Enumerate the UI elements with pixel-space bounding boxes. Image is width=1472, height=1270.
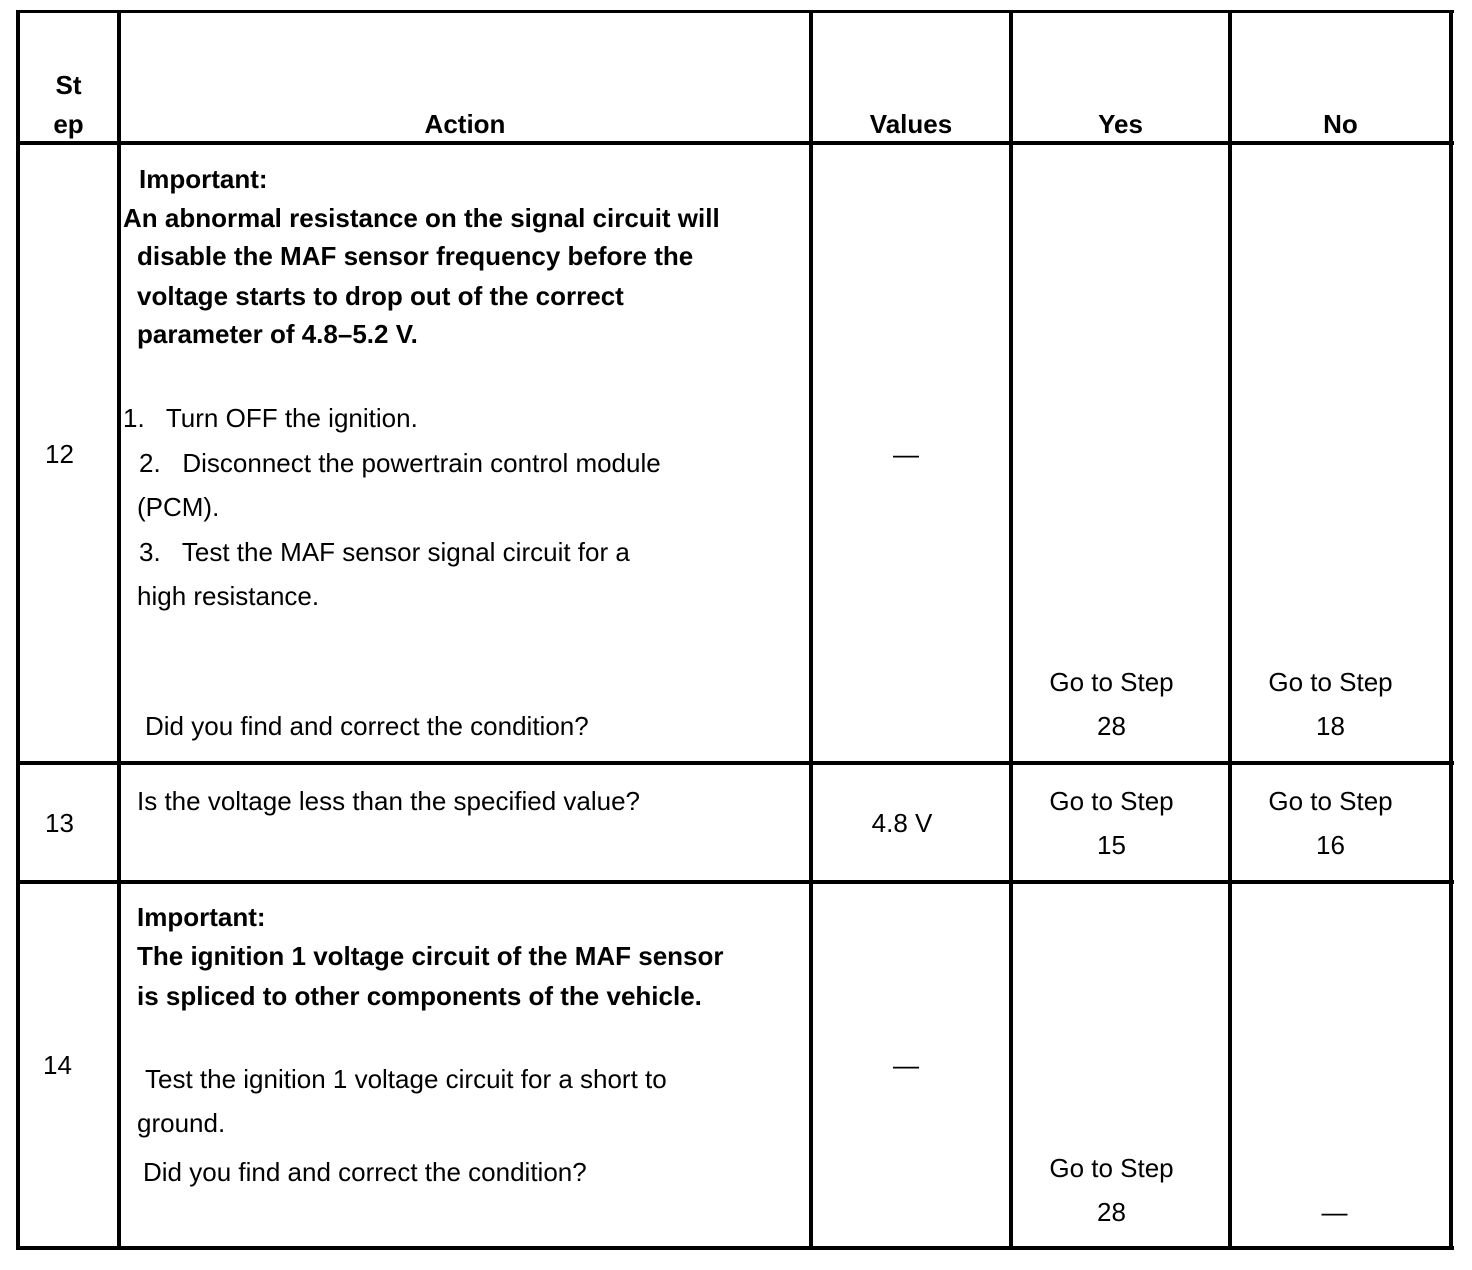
value-cell: — xyxy=(893,439,919,469)
procedure-step: Test the ignition 1 voltage circuit for a short to xyxy=(145,1064,667,1094)
header-yes: Yes xyxy=(1098,109,1143,139)
yes-goto-label: Go to Step xyxy=(1049,667,1174,697)
header-action: Action xyxy=(424,109,506,139)
column-divider-values xyxy=(1009,10,1013,1250)
question: Did you find and correct the condition? xyxy=(145,711,589,741)
important-label: Important: xyxy=(137,902,266,932)
column-divider-step xyxy=(117,10,121,1250)
procedure-step: (PCM). xyxy=(137,492,220,522)
no-goto-step: 16 xyxy=(1316,830,1345,860)
yes-goto-label: Go to Step xyxy=(1049,1153,1174,1183)
important-note-line: voltage starts to drop out of the correct xyxy=(137,281,624,311)
header-divider xyxy=(16,141,1454,145)
value-cell: 4.8 V xyxy=(871,808,933,838)
step-number: 12 xyxy=(45,439,74,469)
important-note-line: parameter of 4.8–5.2 V. xyxy=(137,319,418,349)
question: Is the voltage less than the specified value? xyxy=(137,786,640,816)
column-divider-yes xyxy=(1228,10,1232,1250)
procedure-step: high resistance. xyxy=(137,581,320,611)
no-goto-step: 18 xyxy=(1316,711,1345,741)
row-divider-12-13 xyxy=(16,761,1454,765)
value-cell: — xyxy=(893,1050,919,1080)
table-border-top xyxy=(16,10,1454,13)
row-divider-13-14 xyxy=(16,880,1454,884)
yes-goto-step: 28 xyxy=(1097,711,1126,741)
table-border-bottom xyxy=(16,1246,1454,1250)
no-cell: — xyxy=(1321,1197,1348,1227)
step-number: 14 xyxy=(43,1050,72,1080)
header-no: No xyxy=(1323,109,1358,139)
no-goto-label: Go to Step xyxy=(1268,786,1393,816)
header-step-part2: ep xyxy=(53,109,84,139)
important-note-line: An abnormal resistance on the signal circuit will xyxy=(123,203,720,233)
procedure-step: 3. Test the MAF sensor signal circuit for a xyxy=(139,537,630,567)
table-border-right xyxy=(1449,10,1453,1250)
question: Did you find and correct the condition? xyxy=(143,1157,587,1187)
important-note-line: The ignition 1 voltage circuit of the MAF sensor xyxy=(137,941,724,971)
header-values: Values xyxy=(869,109,953,139)
important-note-line: disable the MAF sensor frequency before the xyxy=(137,241,694,271)
table-border-left xyxy=(16,10,20,1250)
procedure-step: ground. xyxy=(137,1108,226,1138)
no-goto-label: Go to Step xyxy=(1268,667,1393,697)
important-label: Important: xyxy=(139,164,268,194)
important-note-line: is spliced to other components of the vehicle. xyxy=(137,981,702,1011)
yes-goto-step: 28 xyxy=(1097,1197,1126,1227)
step-number: 13 xyxy=(45,808,74,838)
yes-goto-step: 15 xyxy=(1097,830,1126,860)
procedure-step: 2. Disconnect the powertrain control module xyxy=(139,448,661,478)
procedure-step: 1. Turn OFF the ignition. xyxy=(123,403,418,433)
yes-goto-label: Go to Step xyxy=(1049,786,1174,816)
header-step-part1: St xyxy=(55,70,82,100)
